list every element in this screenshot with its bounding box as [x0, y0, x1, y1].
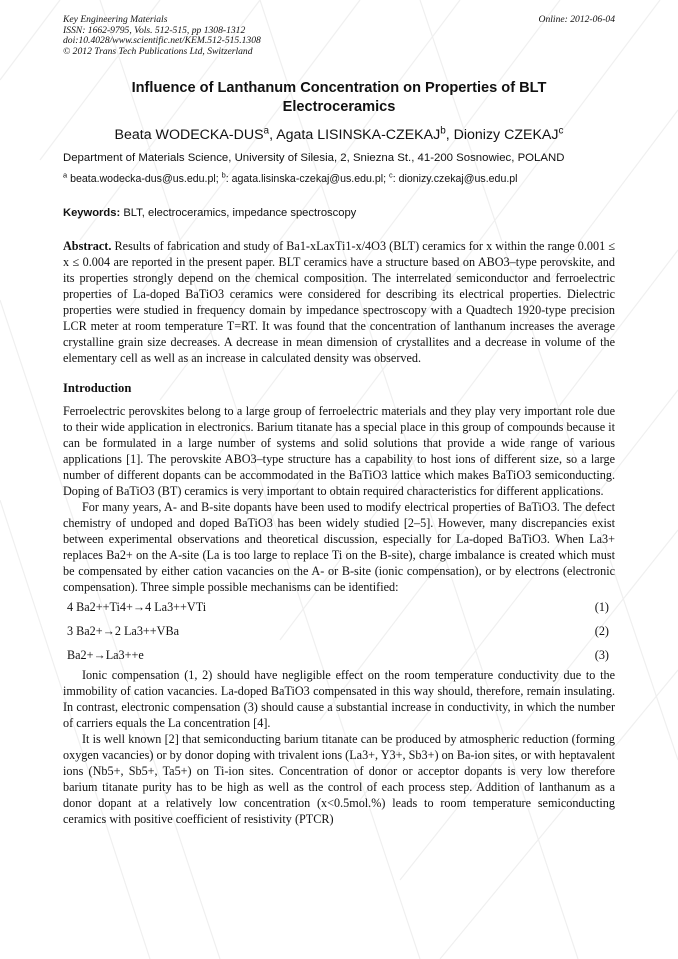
body-paragraph: For many years, A- and B-site dopants have been used to modify electrical properties of BaTiO3. The defect chemistry of undoped and doped BaTiO3 has been widely studied [2–5]. However, many discrepancies exist between experimental observations and theoretical discussion, especially for La-doped BaTiO3. When La3+ replaces Ba2+ on the A-site (La is too large to replace Ti on the B-site), charge imbalance is created which must be compensated by either cation vacancies on the A- or B-site (ionic compensation), or by electrons (electronic compensation). Three simple possible mechanisms can be identified: — [63, 500, 615, 595]
email-mark: b — [221, 170, 226, 180]
author-mark: a — [263, 125, 270, 137]
equation-text: 4 Ba2++Ti4+→4 La3++VTi — [67, 600, 207, 615]
body-paragraph: Ionic compensation (1, 2) should have negligible effect on the room temperature conductivity due to the immobility of cation vacancies. La-doped BaTiO3 compensated in this way should, therefore, remain insulating. In contrast, electronic compensation (3) should cause a substantial increase in conductivity, in which the number of carriers equals the La concentration [4]. — [63, 668, 615, 731]
equation — [63, 595, 615, 619]
introduction-section — [63, 380, 615, 827]
body-paragraph: It is well known [2] that semiconducting barium titanate can be produced by atmospheric reduction (forming oxygen vacancies) or by donor doping with trivalent ions (La3+, Y3+, Sb3+) on Ba-ion sites, or with heptavalent ions (Nb5+, Sb5+, Ta5+) on Ti-ion sites. Concentration of donor or acceptor dopants is very low therefore barium titanate purity has to be high as well as the control of each process step. Addition of lanthanum as a donor dopant at a relatively low concentration (x<0.5mol.%) leads to room temperature semiconducting ceramics with positive coefficient of resistivity (PTCR) — [63, 732, 615, 827]
abstract-label: Abstract. — [63, 239, 112, 254]
equation-number: (2) — [594, 624, 609, 639]
keywords-label: Keywords: — [63, 207, 121, 220]
journal-name: Key Engineering Materials — [63, 14, 168, 25]
journal-header — [63, 15, 615, 57]
equation-text: Ba2+→La3++e — [67, 648, 144, 663]
issn-line: ISSN: 1662-9795, Vols. 512-515, pp 1308-1312 — [63, 24, 246, 36]
equation-text: 3 Ba2+→2 La3++VBa — [67, 624, 180, 639]
affiliation: Department of Materials Science, University of Silesia, 2, Sniezna St., 41-200 Sosnowiec, POLAND — [63, 152, 565, 165]
keywords-line — [63, 206, 615, 220]
email-list: $^a$ beata.wodecka-dus@us.edu.pl; $^b$: agata.lisinska-czekaj@us.edu.pl; $^c$: dionizy.czekaj@us.edu.pl — [63, 170, 518, 186]
email-mark: a — [63, 170, 68, 180]
abstract — [63, 238, 615, 366]
online-date: Online: 2012-06-04 — [538, 14, 615, 25]
author-name: Dionizy CZEKAJ — [453, 127, 559, 144]
copyright-line: © 2012 Trans Tech Publications Ltd, Switzerland — [63, 45, 253, 57]
paper-title: Influence of Lanthanum Concentration on Properties of BLT Electroceramics — [131, 80, 547, 116]
author-name: Beata WODECKA-DUS — [114, 127, 264, 144]
email-address[interactable]: dionizy.czekaj@us.edu.pl — [398, 173, 518, 186]
equation — [63, 643, 615, 667]
author-mark: b — [440, 125, 446, 137]
paper-page — [63, 15, 615, 827]
body-paragraph: Ferroelectric perovskites belong to a large group of ferroelectric materials and they play very important role due to their wide application in electronics. Barium titanate has a special place in this group of compounds because it can be formulated in a large number of systems and solid solutions that provide a wide range of various applications [1]. The perovskite ABO3–type structure has a capability to host ions of different size, so a large number of different dopants can be accommodated in the BaTiO3 lattice which makes BaTiO3 semiconducting. Doping of BaTiO3 (BT) ceramics is very important to obtain required characteristics for different applications. — [63, 404, 615, 499]
equation-number: (1) — [594, 600, 609, 615]
author-list: Beata WODECKA-DUS$^a$, Agata LISINSKA-CZEKAJ$^b$, Dionizy CZEKAJ$^c$ — [114, 125, 564, 144]
keywords-text: BLT, electroceramics, impedance spectroscopy — [123, 207, 357, 220]
doi-line[interactable]: doi:10.4028/www.scientific.net/KEM.512-515.1308 — [63, 35, 261, 47]
equation — [63, 619, 615, 643]
author-name: Agata LISINSKA-CZEKAJ — [276, 127, 441, 144]
email-address[interactable]: beata.wodecka-dus@us.edu.pl; — [70, 173, 219, 186]
abstract-text: Results of fabrication and study of Ba1-xLaxTi1-x/4O3 (BLT) ceramics for x within the range 0.001 ≤ x ≤ 0.004 are reported in the present paper. BLT ceramics have a structure based on ABO3–type perovskite, and its properties strongly depend on the chemical composition. The interrelated semiconductor and ferroelectric properties of La-doped BaTiO3 ceramics were considered for describing its electrical properties. Dielectric properties were studied in frequency domain by impedance spectroscopy with a Quadtech 1920-type precision LCR meter at room temperature T=RT. It was found that the concentration of lanthanum increases the average crystalline grain size decreases. A decrease in mean dimension of crystallites and a decrease in volume of the elementary cell as well as an increase in calculated density was observed. — [63, 239, 616, 366]
email-address[interactable]: agata.lisinska-czekaj@us.edu.pl; — [231, 173, 387, 186]
author-mark: c — [558, 125, 564, 137]
email-mark: c — [389, 170, 393, 180]
section-heading: Introduction — [63, 381, 132, 396]
equation-number: (3) — [594, 648, 609, 663]
